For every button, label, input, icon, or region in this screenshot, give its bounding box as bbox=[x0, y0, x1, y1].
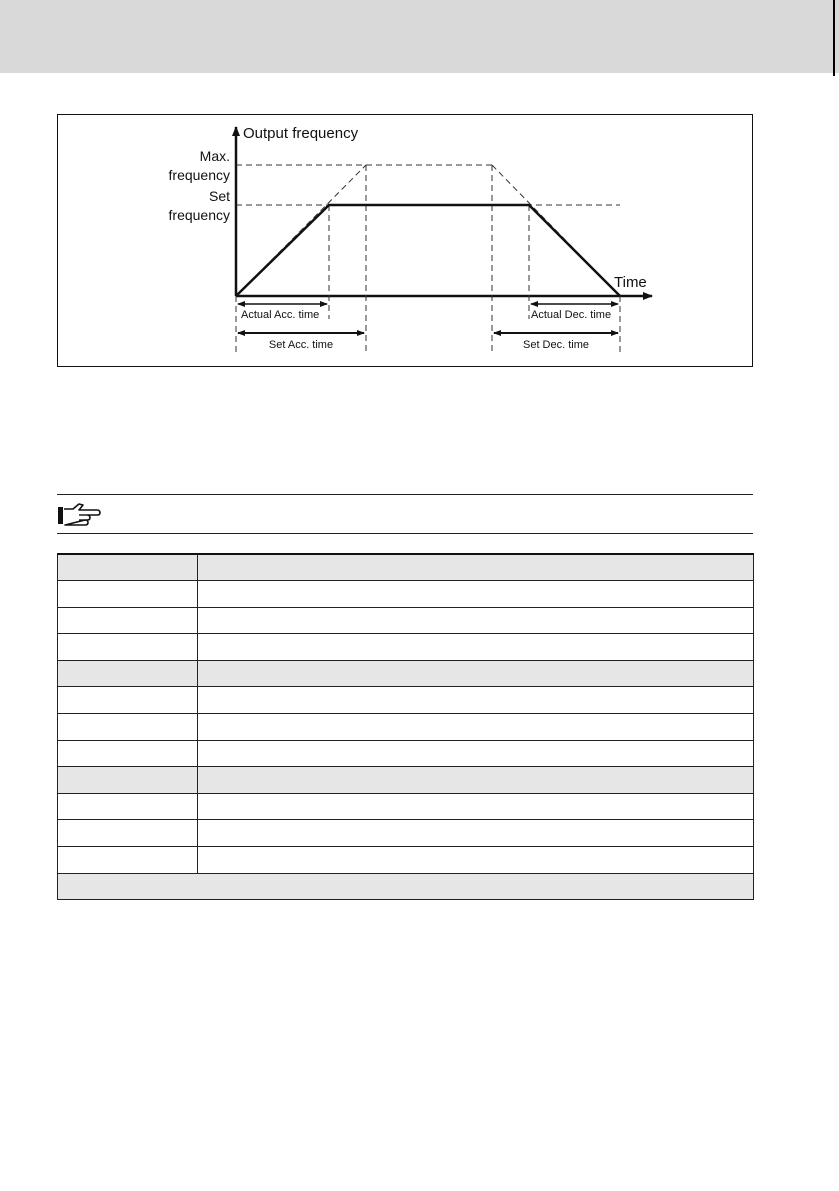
table-cell bbox=[58, 820, 198, 847]
table-row bbox=[58, 554, 754, 581]
table-row bbox=[58, 767, 754, 794]
table-cell bbox=[198, 847, 754, 874]
table-cell bbox=[58, 607, 198, 634]
table-row bbox=[58, 714, 754, 741]
table-cell bbox=[198, 554, 754, 581]
set-acc-time-label: Set Acc. time bbox=[268, 339, 334, 351]
set-frequency-label-line2: frequency bbox=[168, 207, 230, 223]
table-row bbox=[58, 607, 754, 634]
table-cell bbox=[198, 740, 754, 767]
page-edge-rule bbox=[833, 0, 835, 76]
set-frequency-label-line1: Set bbox=[208, 188, 230, 204]
table-cell bbox=[58, 767, 198, 794]
max-frequency-label-line2: frequency bbox=[168, 167, 230, 183]
actual-acc-time-label: Actual Acc. time bbox=[241, 309, 320, 321]
acc-dec-time-diagram bbox=[57, 114, 753, 367]
actual-dec-time-label: Actual Dec. time bbox=[531, 309, 612, 321]
note-rule-bottom bbox=[57, 533, 753, 534]
table-cell bbox=[198, 660, 754, 687]
table-footer-cell bbox=[58, 873, 754, 900]
max-frequency-label-line1: Max. bbox=[199, 148, 230, 164]
table-cell bbox=[58, 687, 198, 714]
output-frequency-profile bbox=[236, 205, 620, 296]
table-cell bbox=[198, 607, 754, 634]
table-row bbox=[58, 740, 754, 767]
x-axis-label: Time bbox=[614, 274, 647, 291]
table-footer-row bbox=[58, 873, 754, 900]
set-dec-time-label: Set Dec. time bbox=[522, 339, 590, 351]
table-cell bbox=[58, 847, 198, 874]
table-row bbox=[58, 687, 754, 714]
table-cell bbox=[198, 714, 754, 741]
table-row bbox=[58, 660, 754, 687]
note-rule-top bbox=[57, 494, 753, 495]
table-row bbox=[58, 793, 754, 820]
table-cell bbox=[198, 820, 754, 847]
pointing-hand-icon bbox=[57, 502, 101, 528]
parameter-table bbox=[57, 553, 754, 900]
page-header-band bbox=[0, 0, 839, 73]
table-row bbox=[58, 847, 754, 874]
table-cell bbox=[58, 714, 198, 741]
table-cell bbox=[58, 660, 198, 687]
table-row bbox=[58, 820, 754, 847]
table-cell bbox=[58, 581, 198, 608]
table-cell bbox=[58, 554, 198, 581]
y-axis-label: Output frequency bbox=[243, 125, 359, 142]
table-cell bbox=[198, 634, 754, 661]
table-row bbox=[58, 581, 754, 608]
table-cell bbox=[198, 581, 754, 608]
table-cell bbox=[198, 793, 754, 820]
table-cell bbox=[198, 687, 754, 714]
table-cell bbox=[58, 793, 198, 820]
table-cell bbox=[58, 634, 198, 661]
diagram-canvas bbox=[58, 115, 754, 368]
table-cell bbox=[198, 767, 754, 794]
table-cell bbox=[58, 740, 198, 767]
table-row bbox=[58, 634, 754, 661]
